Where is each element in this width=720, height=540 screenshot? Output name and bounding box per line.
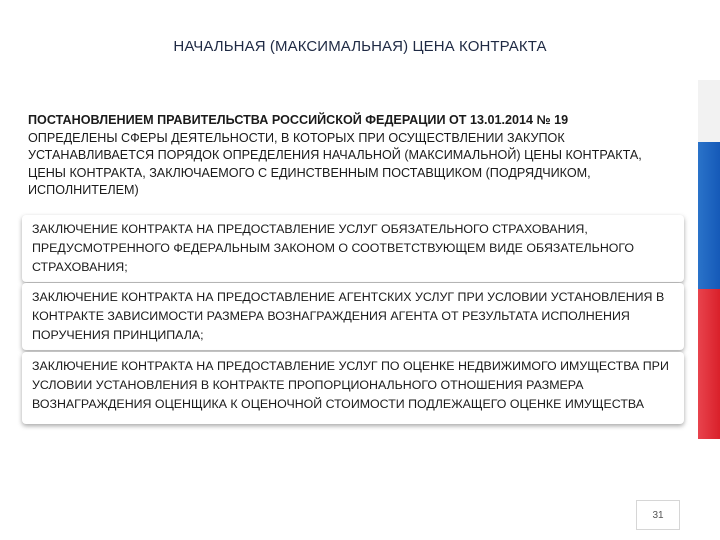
flag-red-stripe <box>698 289 720 439</box>
list-item: ЗАКЛЮЧЕНИЕ КОНТРАКТА НА ПРЕДОСТАВЛЕНИЕ УСЛУГ ПО ОЦЕНКЕ НЕДВИЖИМОГО ИМУЩЕСТВА ПРИ УСЛОВИИ УСТАНОВЛЕНИЯ В КОНТРАКТЕ ПРОПОРЦИОНАЛЬНОГО ОТНОШЕНИЯ РАЗМЕРА ВОЗНАГРАЖДЕНИЯ ОЦЕНЩИКА К ОЦЕНОЧНОЙ СТОИМОСТИ ПОДЛЕЖАЩЕГО ОЦЕНКЕ ИМУЩЕСТВА <box>22 352 684 424</box>
flag-decoration <box>698 0 720 540</box>
intro-text: ОПРЕДЕЛЕНЫ СФЕРЫ ДЕЯТЕЛЬНОСТИ, В КОТОРЫХ ПРИ ОСУЩЕСТВЛЕНИИ ЗАКУПОК УСТАНАВЛИВАЕТСЯ ПОРЯДОК ОПРЕДЕЛЕНИЯ НАЧАЛЬНОЙ (МАКСИМАЛЬНОЙ) ЦЕНЫ КОНТРАКТА, ЦЕНЫ КОНТРАКТА, ЗАКЛЮЧАЕМОГО С ЕДИНСТВЕННЫМ ПОСТАВЩИКОМ (ПОДРЯДЧИКОМ, ИСПОЛНИТЕЛЕМ) <box>28 130 642 197</box>
flag-blue-stripe <box>698 142 720 289</box>
slide-title: НАЧАЛЬНАЯ (МАКСИМАЛЬНАЯ) ЦЕНА КОНТРАКТА <box>173 38 547 55</box>
intro-paragraph <box>28 112 668 200</box>
page-number: 31 <box>636 500 680 530</box>
intro-lead: ПОСТАНОВЛЕНИЕМ ПРАВИТЕЛЬСТВА РОССИЙСКОЙ ФЕДЕРАЦИИ ОТ 13.01.2014 № 19 <box>28 113 569 127</box>
list-item: ЗАКЛЮЧЕНИЕ КОНТРАКТА НА ПРЕДОСТАВЛЕНИЕ УСЛУГ ОБЯЗАТЕЛЬНОГО СТРАХОВАНИЯ, ПРЕДУСМОТРЕННОГО ФЕДЕРАЛЬНЫМ ЗАКОНОМ О СООТВЕТСТВУЮЩЕМ ВИДЕ ОБЯЗАТЕЛЬНОГО СТРАХОВАНИЯ; <box>22 215 684 282</box>
flag-white-stripe <box>698 80 720 142</box>
list-item: ЗАКЛЮЧЕНИЕ КОНТРАКТА НА ПРЕДОСТАВЛЕНИЕ АГЕНТСКИХ УСЛУГ ПРИ УСЛОВИИ УСТАНОВЛЕНИЯ В КОНТРАКТЕ ЗАВИСИМОСТИ РАЗМЕРА ВОЗНАГРАЖДЕНИЯ АГЕНТА ОТ РЕЗУЛЬТАТА ИСПОЛНЕНИЯ ПОРУЧЕНИЯ ПРИНЦИПАЛА; <box>22 283 684 350</box>
